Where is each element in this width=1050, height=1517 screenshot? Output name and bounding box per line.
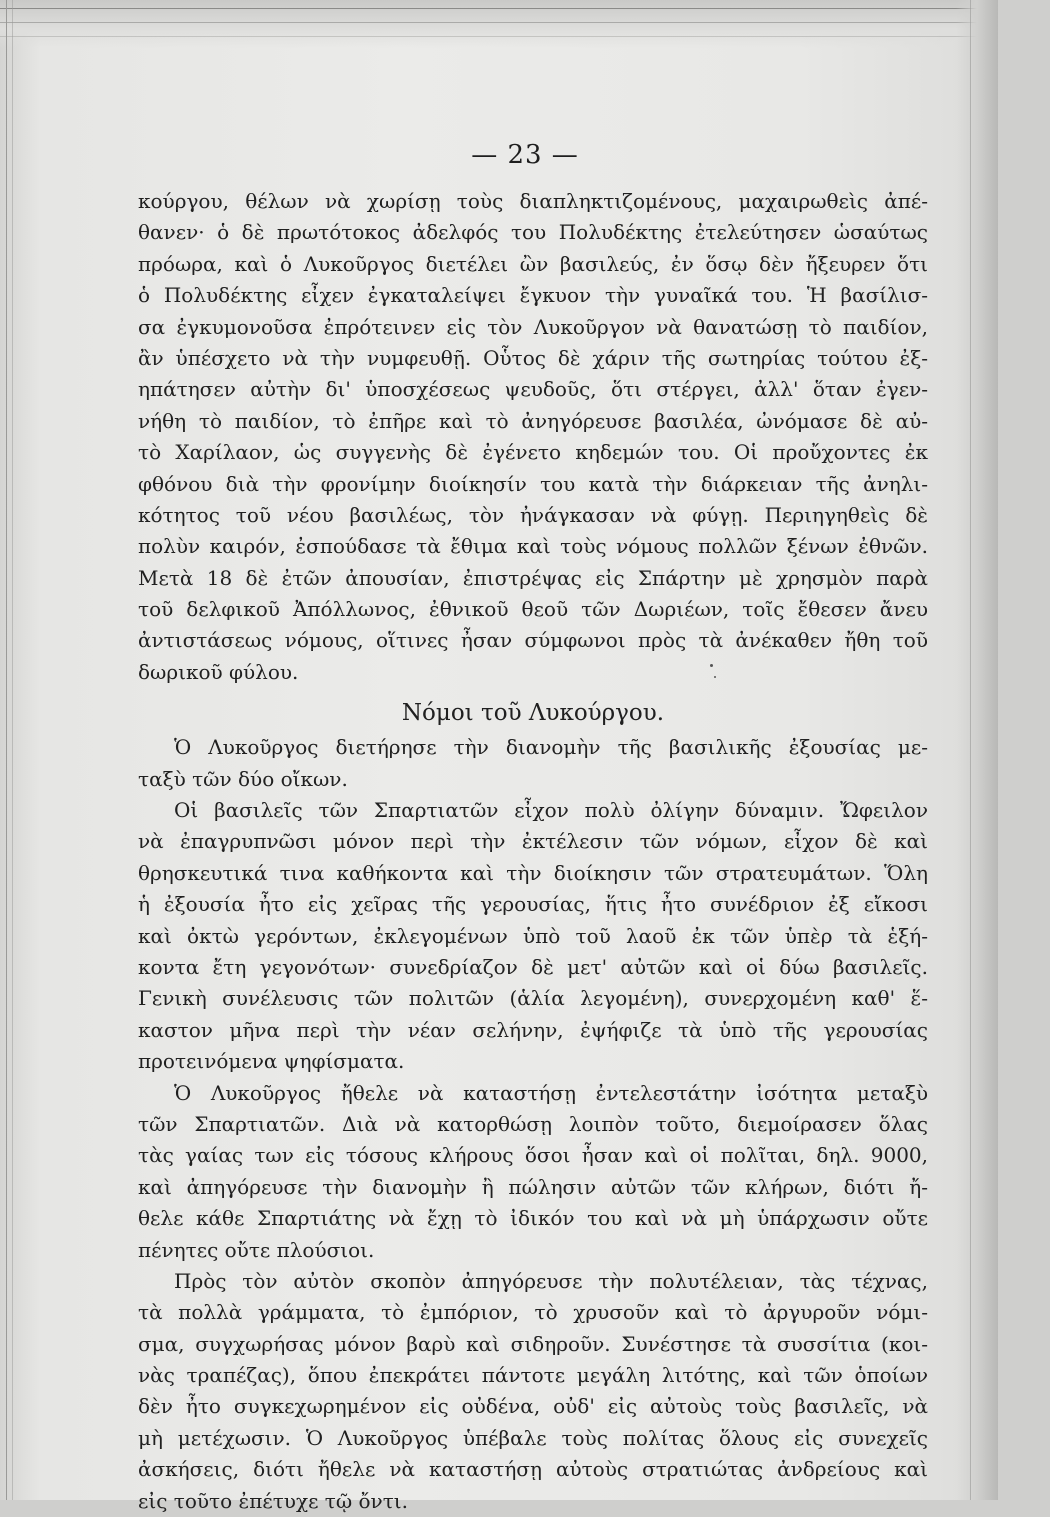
left-fold-line bbox=[6, 0, 7, 1500]
text-line: θρησκευτικά τινα καθήκοντα καὶ τὴν διοίκησιν τῶν στρατευμάτων. Ὅλη bbox=[138, 860, 928, 885]
edge-line bbox=[0, 36, 998, 37]
text-line: Οἱ βασιλεῖς τῶν Σπαρτιατῶν εἶχον πολὺ ὀλίγην δύναμιν. Ὤφειλον bbox=[174, 798, 928, 823]
text-line: εἰς τοῦτο ἐπέτυχε τῷ ὄντι. bbox=[138, 1488, 408, 1513]
text-line: Γενικὴ συνέλευσις τῶν πολιτῶν (ἁλία λεγομένη), συνερχομένη καθ' ἕ- bbox=[138, 986, 928, 1011]
text-line: θελε κάθε Σπαρτιάτης νὰ ἔχῃ τὸ ἰδικόν του καὶ νὰ μὴ ὑπάρχωσιν οὔτε bbox=[138, 1206, 928, 1231]
body-text bbox=[138, 186, 928, 1517]
left-fold-line bbox=[12, 0, 13, 1500]
text-line: δὲν ἦτο συγκεχωρημένον εἰς οὐδένα, οὐδ' εἰς αὐτοὺς τοὺς βασιλεῖς, νὰ bbox=[138, 1394, 928, 1419]
edge-line bbox=[0, 22, 998, 23]
text-line: πολὺν καιρόν, ἐσπούδασε τὰ ἔθιμα καὶ τοὺς νόμους πολλῶν ξένων ἐθνῶν. bbox=[138, 534, 928, 559]
text-line: ὁ Πολυδέκτης εἶχεν ἐγκαταλείψει ἔγκυον τὴν γυναῖκά του. Ἡ βασίλισ- bbox=[138, 283, 928, 308]
text-line: ταξὺ τῶν δύο οἴκων. bbox=[138, 766, 348, 791]
page-top-edge bbox=[0, 0, 998, 48]
text-line: φθόνου διὰ τὴν φρονίμην διοίκησίν του κατὰ τὴν διάρκειαν τῆς ἀνηλι- bbox=[138, 471, 928, 496]
edge-line bbox=[0, 8, 998, 9]
text-line: πένητες οὔτε πλούσιοι. bbox=[138, 1237, 375, 1262]
text-line: θανεν· ὁ δὲ πρωτότοκος ἀδελφός του Πολυδέκτης ἐτελεύτησεν ὡσαύτως bbox=[138, 220, 928, 245]
page-right-edge bbox=[956, 0, 998, 1500]
text-line: κότητος τοῦ νέου βασιλέως, τὸν ἠνάγκασαν νὰ φύγῃ. Περιηγηθεὶς δὲ bbox=[138, 502, 928, 527]
page-number: — 23 — bbox=[471, 140, 579, 170]
text-line: σμα, συγχωρήσας μόνον βαρὺ καὶ σιδηροῦν. Συνέστησε τὰ συσσίτια (κοι- bbox=[138, 1331, 928, 1356]
text-line: σα ἐγκυμονοῦσα ἐπρότεινεν εἰς τὸν Λυκοῦργον νὰ θανατώσῃ τὸ παιδίον, bbox=[138, 314, 928, 339]
text-line: νήθη τὸ παιδίον, τὸ ἐπῆρε καὶ τὸ ἀνηγόρευσε βασιλέα, ὠνόμασε δὲ αὐ- bbox=[138, 408, 928, 433]
text-line: ηπάτησεν αὐτὴν δι' ὑποσχέσεως ψευδοῦς, ὅτι στέργει, ἀλλ' ὅταν ἐγεν- bbox=[138, 377, 928, 402]
text-line: καὶ ὀκτὼ γερόντων, ἐκλεγομένων ὑπὸ τοῦ λαοῦ ἐκ τῶν ὑπὲρ τὰ ἑξή- bbox=[138, 923, 928, 948]
text-line: νὰ ἐπαγρυπνῶσι μόνον περὶ τὴν ἐκτέλεσιν τῶν νόμων, εἶχον δὲ καὶ bbox=[138, 829, 928, 854]
text-line: τῶν Σπαρτιατῶν. Διὰ νὰ κατορθώσῃ λοιπὸν τοῦτο, διεμοίρασεν ὅλας bbox=[138, 1111, 928, 1136]
text-line: πρόωρα, καὶ ὁ Λυκοῦργος διετέλει ὢν βασιλεύς, ἐν ὅσῳ δὲν ἤξευρεν ὅτι bbox=[138, 251, 928, 276]
text-line: ἂν ὑπέσχετο νὰ τὴν νυμφευθῇ. Οὗτος δὲ χάριν τῆς σωτηρίας τούτου ἐξ- bbox=[138, 345, 928, 370]
section-heading: Νόμοι τοῦ Λυκούργου. bbox=[401, 700, 665, 727]
text-line: Ὁ Λυκοῦργος διετήρησε τὴν διανομὴν τῆς βασιλικῆς ἐξουσίας με- bbox=[174, 735, 928, 760]
text-line: τοῦ δελφικοῦ Ἀπόλλωνος, ἐθνικοῦ θεοῦ τῶν Δωριέων, τοῖς ἔθεσεν ἄνευ bbox=[138, 597, 928, 622]
text-line: νὰς τραπέζας), ὅπου ἐπεκράτει πάντοτε μεγάλη λιτότης, καὶ τῶν ὁποίων bbox=[138, 1363, 928, 1388]
text-line: Ὁ Λυκοῦργος ἤθελε νὰ καταστήσῃ ἐντελεστάτην ἰσότητα μεταξὺ bbox=[174, 1080, 928, 1105]
text-line: τὰς γαίας των εἰς τόσους κλήρους ὅσοι ἦσαν καὶ οἱ πολῖται, δηλ. 9000, bbox=[138, 1143, 928, 1168]
text-line: προτεινόμενα ψηφίσματα. bbox=[138, 1049, 405, 1074]
text-line: Μετὰ 18 δὲ ἐτῶν ἀπουσίαν, ἐπιστρέψας εἰς Σπάρτην μὲ χρησμὸν παρὰ bbox=[138, 565, 928, 590]
paper-speck bbox=[710, 664, 713, 667]
text-line: μὴ μετέχωσιν. Ὁ Λυκοῦργος ὑπέβαλε τοὺς πολίτας ὅλους εἰς συνεχεῖς bbox=[138, 1425, 928, 1450]
paper-speck bbox=[714, 676, 716, 678]
text-line: κοντα ἔτη γεγονότων· συνεδρίαζον δὲ μετ' αὐτῶν καὶ οἱ δύω βασιλεῖς. bbox=[138, 954, 928, 979]
text-line: ἀντιστάσεως νόμους, οἵτινες ἦσαν σύμφωνοι πρὸς τὰ ἀνέκαθεν ἤθη τοῦ bbox=[138, 628, 928, 653]
text-line: τὸ Χαρίλαον, ὡς συγγενὴς δὲ ἐγένετο κηδεμών του. Οἱ προὔχοντες ἐκ bbox=[138, 440, 928, 465]
text-line: Πρὸς τὸν αὐτὸν σκοπὸν ἀπηγόρευσε τὴν πολυτέλειαν, τὰς τέχνας, bbox=[174, 1268, 928, 1293]
right-fold-line bbox=[970, 0, 971, 1500]
text-line: καστον μῆνα περὶ τὴν νέαν σελήνην, ἐψήφιζε τὰ ὑπὸ τῆς γερουσίας bbox=[138, 1017, 928, 1042]
text-line: τὰ πολλὰ γράμματα, τὸ ἐμπόριον, τὸ χρυσοῦν καὶ τὸ ἀργυροῦν νόμι- bbox=[138, 1300, 928, 1325]
text-line: δωρικοῦ φύλου. bbox=[138, 659, 299, 684]
text-line: ἡ ἐξουσία ἦτο εἰς χεῖρας τῆς γερουσίας, ἥτις ἦτο συνέδριον ἐξ εἴκοσι bbox=[138, 892, 928, 917]
text-line: κούργου, θέλων νὰ χωρίσῃ τοὺς διαπληκτιζομένους, μαχαιρωθεὶς ἀπέ- bbox=[138, 189, 928, 213]
text-line: ἀσκήσεις, διότι ἤθελε νὰ καταστήσῃ αὐτοὺς στρατιώτας ἀνδρείους καὶ bbox=[138, 1457, 928, 1482]
text-line: καὶ ἀπηγόρευσε τὴν διανομὴν ἢ πώλησιν αὐτῶν τῶν κλήρων, διότι ἤ- bbox=[138, 1174, 928, 1199]
